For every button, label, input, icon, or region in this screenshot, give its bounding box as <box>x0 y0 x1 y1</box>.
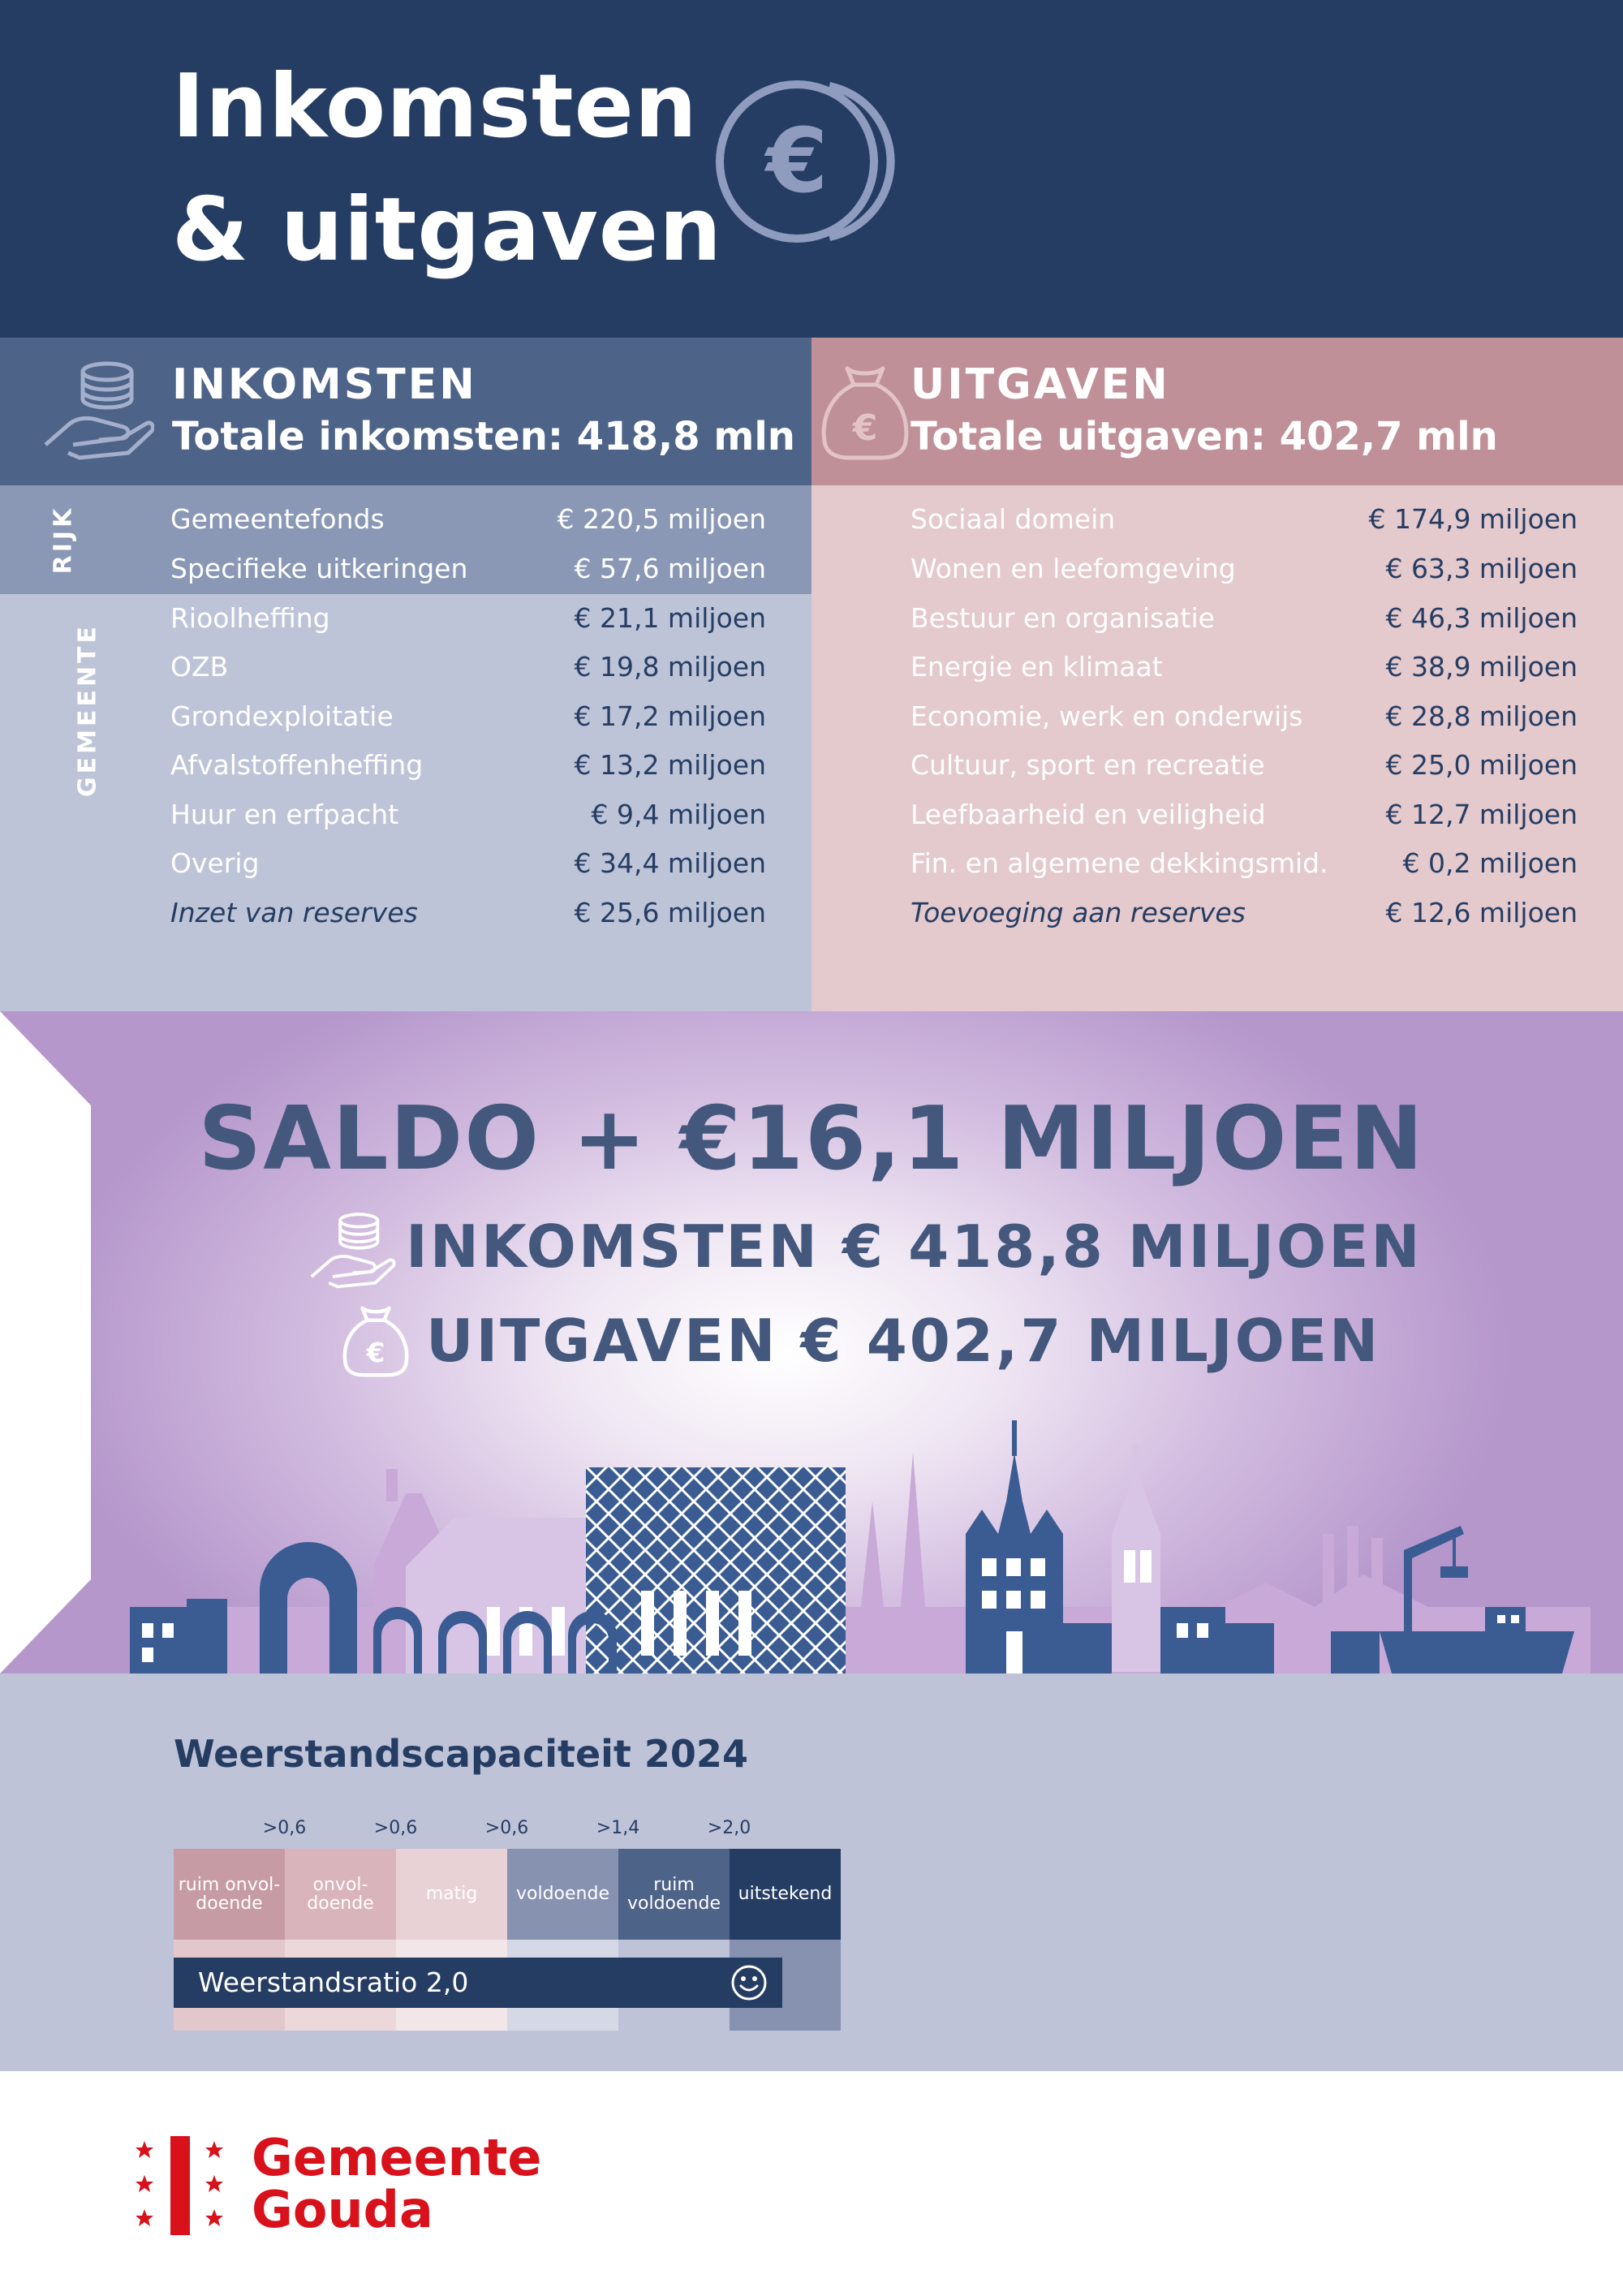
income-row <box>170 743 766 788</box>
svg-text:€: € <box>765 109 829 213</box>
expense-row-amount: € 46,3 miljoen <box>1385 602 1578 634</box>
expense-row <box>911 497 1578 542</box>
income-row <box>170 644 766 690</box>
scale-segment: onvol-doende <box>285 1849 396 1940</box>
hand-coins-icon <box>307 1209 396 1290</box>
expense-row <box>911 596 1578 641</box>
expense-row-amount: € 63,3 miljoen <box>1385 553 1578 584</box>
income-row <box>170 841 766 886</box>
saldo-expense-line: UITGAVEN € 402,7 MILJOEN <box>426 1307 1381 1375</box>
scale-threshold: >2,0 <box>707 1818 751 1838</box>
income-row-amount: € 13,2 miljoen <box>574 749 766 781</box>
income-row <box>170 792 766 838</box>
income-row-name: Huur en erfpacht <box>170 799 399 830</box>
ratio-label: Weerstandsratio 2,0 <box>198 1966 469 1998</box>
resistance-title: Weerstandscapaciteit 2024 <box>174 1732 748 1776</box>
income-total: Totale inkomsten: 418,8 mln <box>172 414 795 459</box>
scale-threshold: >0,6 <box>373 1818 418 1838</box>
saldo-title: SALDO + €16,1 MILJOEN <box>198 1088 1425 1190</box>
income-row <box>170 497 766 542</box>
income-row-name: Inzet van reserves <box>170 897 418 928</box>
svg-text:€: € <box>366 1336 385 1368</box>
expense-row <box>911 644 1578 690</box>
scale-segment: matig <box>396 1849 507 1940</box>
income-row-name: Rioolheffing <box>170 602 330 634</box>
page-title-line-1: Inkomsten <box>172 56 698 157</box>
expense-row-amount: € 0,2 miljoen <box>1402 847 1578 879</box>
expense-row <box>911 743 1578 788</box>
income-heading: INKOMSTEN <box>172 360 477 409</box>
money-bag-icon <box>816 357 914 463</box>
expense-row <box>911 792 1578 838</box>
expense-row-name: Cultuur, sport en recreatie <box>911 749 1265 781</box>
scale-segment: ruim voldoende <box>618 1849 730 1940</box>
saldo-income-line: INKOMSTEN € 418,8 MILJOEN <box>406 1213 1423 1281</box>
income-row-amount: € 19,8 miljoen <box>574 651 766 683</box>
income-row <box>170 546 766 592</box>
expense-row-amount: € 12,6 miljoen <box>1385 897 1578 928</box>
group-label-rijk: RIJK <box>49 505 78 575</box>
city-skyline-illustration <box>0 1404 1623 1674</box>
euro-coin-icon <box>708 76 927 247</box>
scale-threshold: >0,6 <box>262 1818 307 1838</box>
income-row-amount: € 57,6 miljoen <box>574 553 766 584</box>
expense-row-amount: € 38,9 miljoen <box>1385 651 1578 683</box>
income-row-amount: € 9,4 miljoen <box>591 799 766 830</box>
logo-text-gouda: Gouda <box>252 2180 433 2239</box>
expense-row-name: Sociaal domein <box>911 503 1116 535</box>
scale-segment: voldoende <box>507 1849 618 1940</box>
expense-row-name: Bestuur en organisatie <box>911 602 1215 634</box>
income-row-amount: € 220,5 miljoen <box>557 503 766 535</box>
scale-threshold: >0,6 <box>484 1818 529 1838</box>
expense-row-amount: € 28,8 miljoen <box>1385 700 1578 732</box>
expense-row <box>911 546 1578 592</box>
expense-row-amount: € 174,9 miljoen <box>1368 503 1578 535</box>
expense-row-amount: € 25,0 miljoen <box>1385 749 1578 781</box>
income-row <box>170 890 766 936</box>
expense-row-name: Economie, werk en onderwijs <box>911 700 1303 732</box>
scale-segment: ruim onvol-doende <box>174 1849 285 1940</box>
income-row-name: Overig <box>170 847 260 879</box>
money-bag-icon <box>339 1299 412 1380</box>
expense-total: Totale uitgaven: 402,7 mln <box>911 414 1498 459</box>
income-row-name: Afvalstoffenheffing <box>170 749 424 781</box>
income-row-name: Gemeentefonds <box>170 503 385 535</box>
group-label-gemeente: GEMEENTE <box>73 622 102 798</box>
income-row-name: OZB <box>170 651 229 683</box>
scale-threshold: >1,4 <box>596 1818 640 1838</box>
expense-row-name: Energie en klimaat <box>911 651 1163 683</box>
income-row-amount: € 21,1 miljoen <box>574 602 766 634</box>
expense-row <box>911 694 1578 739</box>
expense-row-name: Wonen en leefomgeving <box>911 553 1236 584</box>
footer <box>0 2071 1623 2296</box>
expense-heading: UITGAVEN <box>911 360 1170 409</box>
hand-coins-icon <box>41 357 154 463</box>
income-row-name: Grondexploitatie <box>170 700 394 732</box>
page-title-line-2: & uitgaven <box>172 179 723 281</box>
income-row <box>170 694 766 739</box>
expense-row-amount: € 12,7 miljoen <box>1385 799 1578 830</box>
logo-text-gemeente: Gemeente <box>252 2128 542 2187</box>
income-row-amount: € 25,6 miljoen <box>574 897 766 928</box>
income-row-amount: € 17,2 miljoen <box>574 700 766 732</box>
income-row <box>170 596 766 641</box>
expense-row-name: Fin. en algemene dekkingsmid. <box>911 847 1328 879</box>
income-row-name: Specifieke uitkeringen <box>170 553 468 584</box>
income-row-amount: € 34,4 miljoen <box>574 847 766 879</box>
svg-text:€: € <box>852 407 878 449</box>
gouda-logo-mark <box>133 2134 227 2237</box>
expense-row-name: Toevoeging aan reserves <box>911 897 1246 928</box>
expense-row <box>911 890 1578 936</box>
smiley-icon <box>730 1964 768 2001</box>
expense-row-name: Leefbaarheid en veiligheid <box>911 799 1266 830</box>
expense-row <box>911 841 1578 886</box>
scale-segment: uitstekend <box>730 1849 841 1940</box>
